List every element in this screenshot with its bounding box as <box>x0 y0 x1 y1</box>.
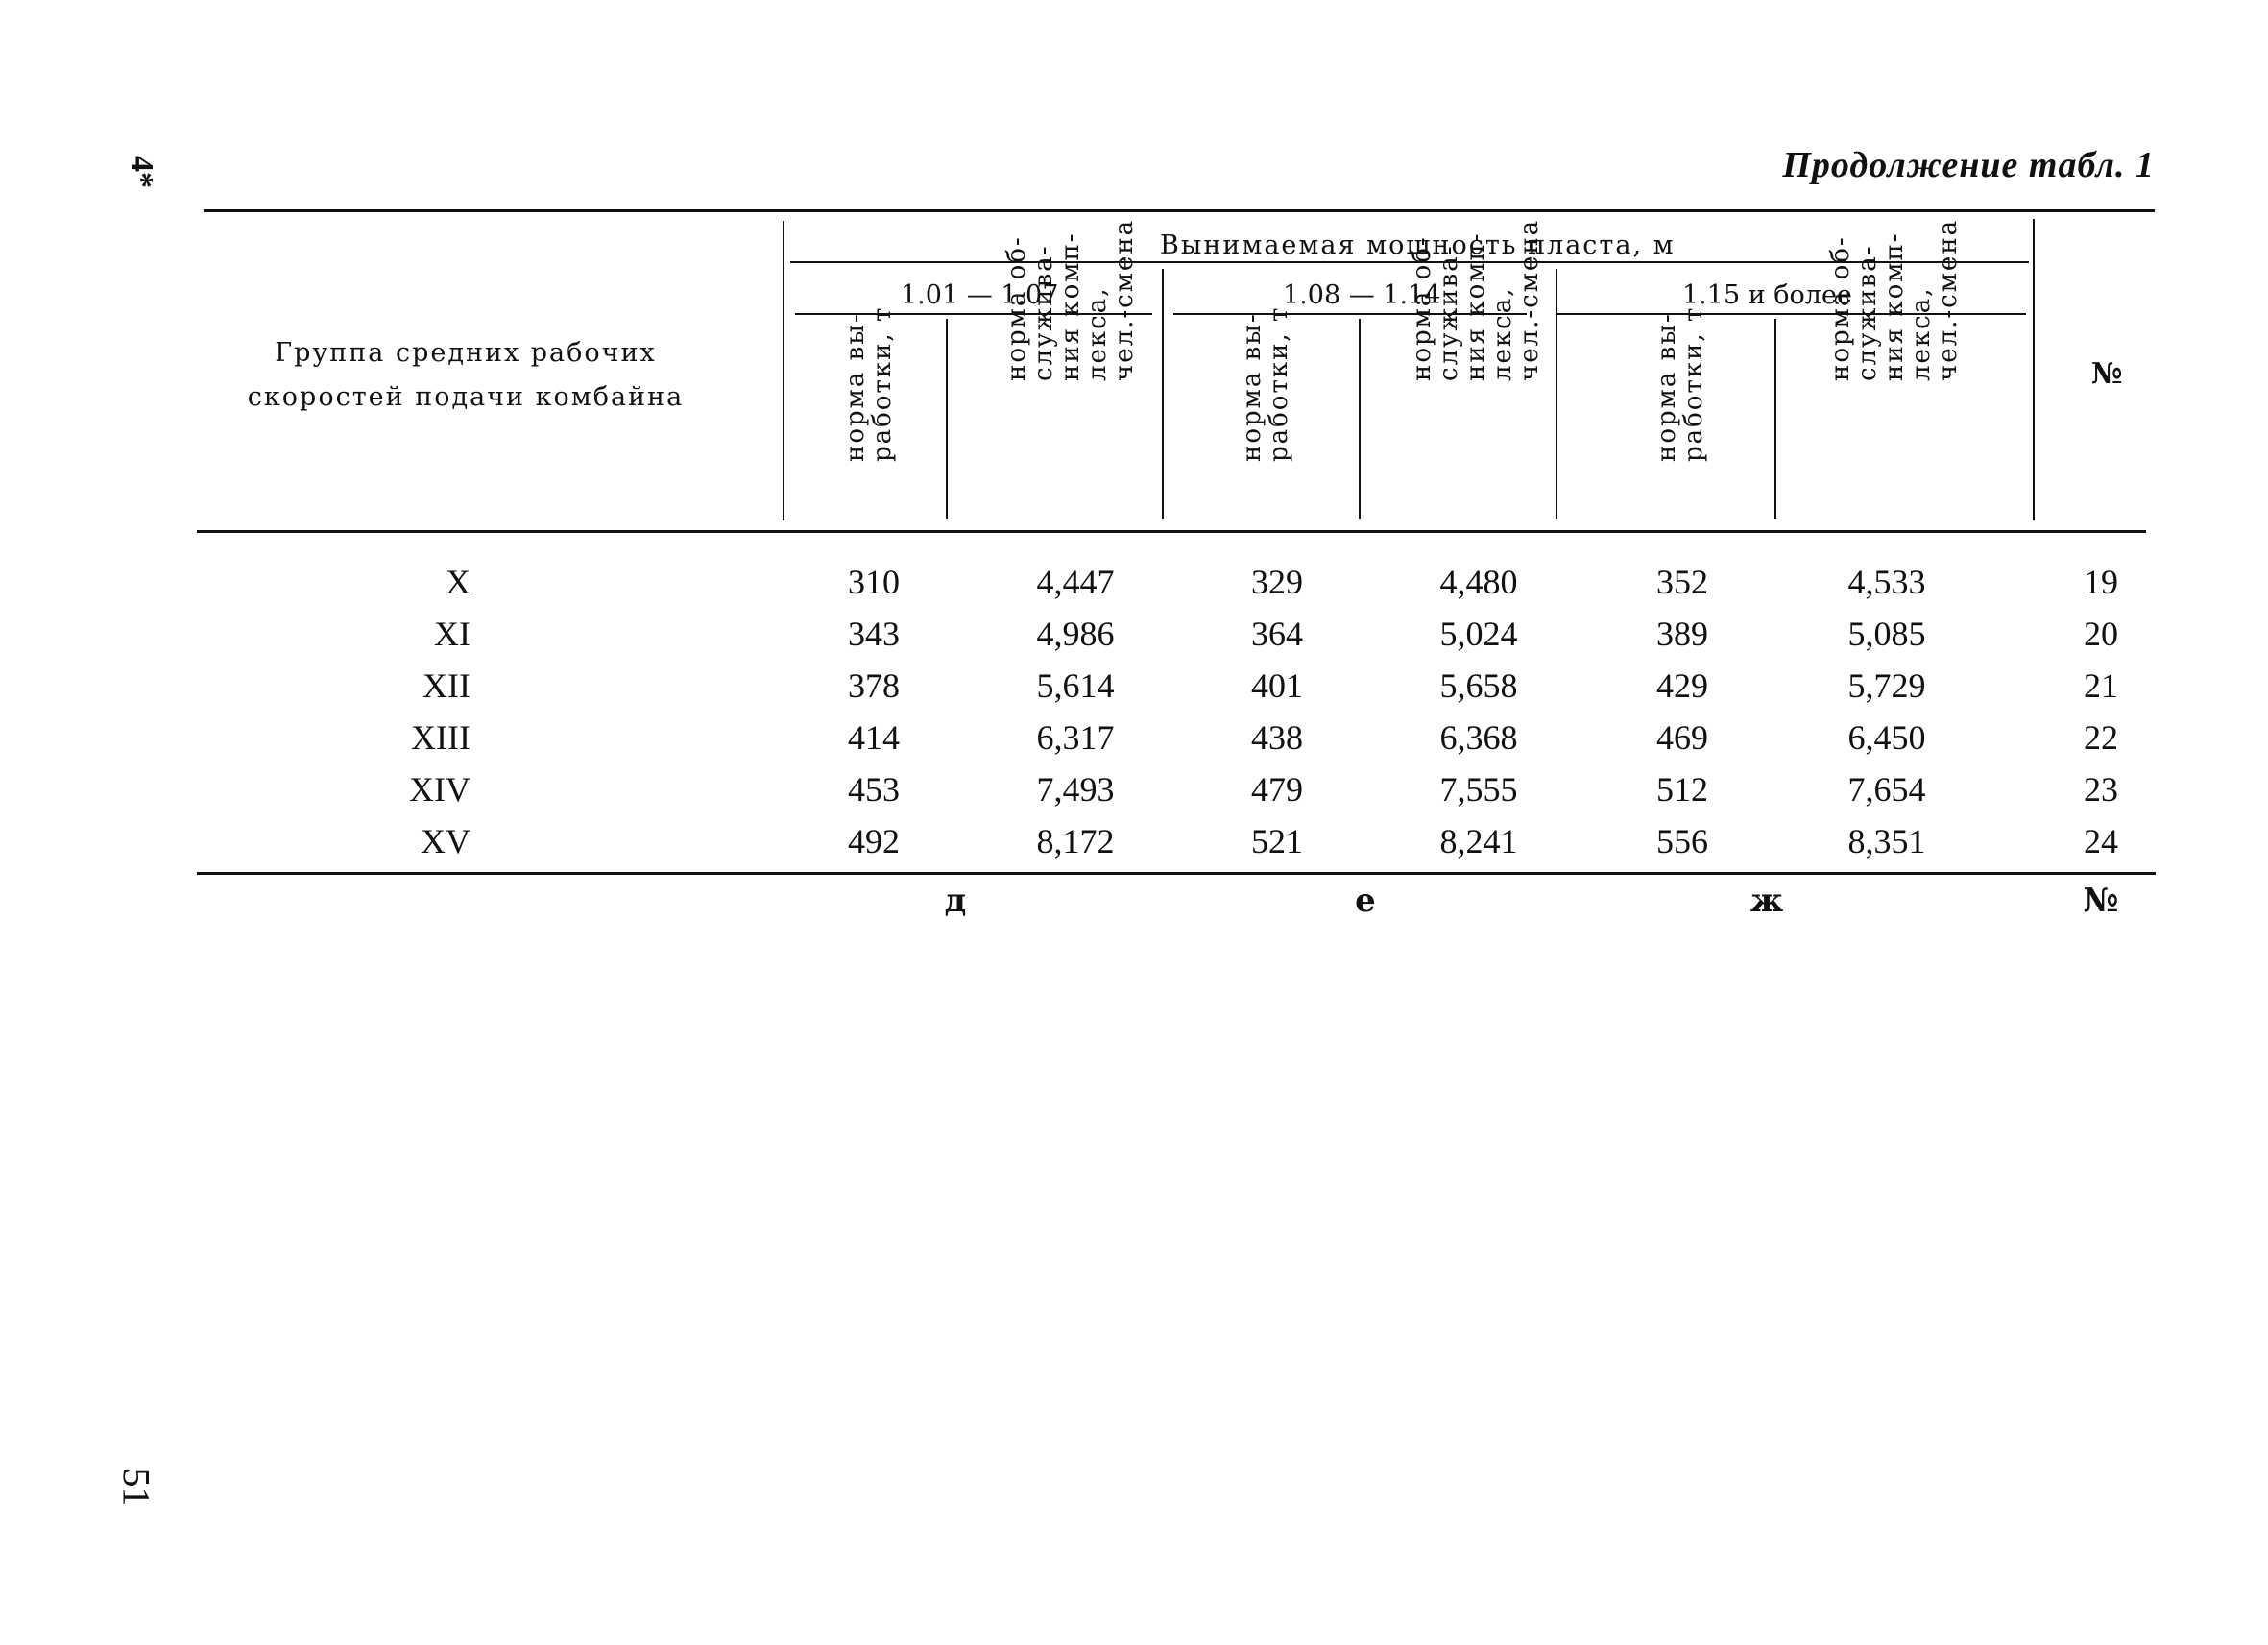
table-cell: 4,480 <box>1439 563 1518 601</box>
table-cell: 389 <box>1656 615 1708 653</box>
table-cell: 4,533 <box>1847 563 1926 601</box>
subheader-service-3: норма об- служива- ния комп- лекса, чел.-смена <box>1826 218 1963 381</box>
col-rule-g2-mid <box>1359 319 1361 519</box>
table-cell: 4,986 <box>1036 615 1115 653</box>
col-rule-g1-mid <box>946 319 948 519</box>
table-cell: 378 <box>848 666 900 705</box>
row-number: 23 <box>2084 770 2118 809</box>
table-cell: 310 <box>848 563 900 601</box>
subheader-output-1: норма вы- работки, т <box>841 305 897 462</box>
row-group-label: XII <box>422 666 470 705</box>
table-cell: 5,085 <box>1847 615 1926 653</box>
col-rule-right <box>2033 219 2035 520</box>
table-bottom-rule <box>197 872 2156 875</box>
subheader-cell-5 <box>1623 305 1738 516</box>
col-rule-g2-g3 <box>1556 269 1557 519</box>
table-cell: 5,658 <box>1439 666 1518 705</box>
footer-label-d: д <box>944 882 967 920</box>
table-cell: 512 <box>1656 770 1708 809</box>
subheader-service-1: норма об- служива- ния комп- лекса, чел.-смена <box>1002 218 1139 381</box>
table-cell: 7,493 <box>1036 770 1115 809</box>
subheader-cell-6 <box>1813 218 1976 516</box>
row-group-label: XIV <box>409 770 470 809</box>
row-number: 20 <box>2084 615 2118 653</box>
row-group-header: Группа средних рабочих скоростей подачи комбайна <box>247 338 685 412</box>
subheader-cell-2 <box>989 218 1152 516</box>
table-cell: 7,555 <box>1439 770 1518 809</box>
col-rule-left <box>783 221 784 520</box>
row-number: 22 <box>2084 718 2118 757</box>
table-cell: 329 <box>1251 563 1303 601</box>
table-cell: 429 <box>1656 666 1708 705</box>
table-caption: Продолжение табл. 1 <box>1782 145 2155 185</box>
footer-label-zh: ж <box>1749 882 1784 920</box>
table-cell: 7,654 <box>1847 770 1926 809</box>
table-cell: 6,368 <box>1439 718 1518 757</box>
table-cell: 8,241 <box>1439 822 1518 860</box>
row-group-label: XV <box>421 822 470 860</box>
table-cell: 438 <box>1251 718 1303 757</box>
subheader-output-3: норма вы- работки, т <box>1653 305 1708 462</box>
subheader-service-2: норма об- служива- ния комп- лекса, чел.-смена <box>1408 218 1544 381</box>
table-cell: 343 <box>848 615 900 653</box>
header-bottom-rule <box>197 530 2146 533</box>
page-mark-top: 4* <box>124 156 159 188</box>
subheader-cell-4 <box>1404 218 1548 516</box>
table-cell: 5,614 <box>1036 666 1115 705</box>
table-cell: 4,447 <box>1036 563 1115 601</box>
footer-label-e: е <box>1355 882 1376 920</box>
subheader-cell-1 <box>811 305 927 516</box>
group-header-1: 1.01 — 1.07 <box>901 280 1059 310</box>
table-cell: 521 <box>1251 822 1303 860</box>
table-cell: 469 <box>1656 718 1708 757</box>
col-rule-g1-g2 <box>1162 269 1164 519</box>
col-rule-g3-mid <box>1774 319 1776 519</box>
row-number: 19 <box>2084 563 2118 601</box>
table-cell: 556 <box>1656 822 1708 860</box>
table-cell: 5,729 <box>1847 666 1926 705</box>
row-group-label: XIII <box>411 718 470 757</box>
table-cell: 8,172 <box>1036 822 1115 860</box>
table-top-rule <box>204 209 2155 212</box>
table-cell: 492 <box>848 822 900 860</box>
row-group-label: X <box>446 563 470 601</box>
table-cell: 352 <box>1656 563 1708 601</box>
table-cell: 6,317 <box>1036 718 1115 757</box>
row-number: 21 <box>2084 666 2118 705</box>
footer-label-no: № <box>2083 882 2119 920</box>
table-cell: 364 <box>1251 615 1303 653</box>
super-header: Вынимаемая мощность пласта, м <box>1160 230 1676 260</box>
table-cell: 5,024 <box>1439 615 1518 653</box>
subheader-output-2: норма вы- работки, т <box>1238 305 1293 462</box>
table-cell: 8,351 <box>1847 822 1926 860</box>
group-header-3: 1.15 и более <box>1682 280 1852 310</box>
number-header: № <box>2091 357 2125 391</box>
group-header-2: 1.08 — 1.14 <box>1283 280 1441 310</box>
row-group-label: XI <box>434 615 470 653</box>
row-number: 24 <box>2084 822 2118 860</box>
table-cell: 6,450 <box>1847 718 1926 757</box>
table-cell: 453 <box>848 770 900 809</box>
table-cell: 401 <box>1251 666 1303 705</box>
subheader-cell-3 <box>1208 305 1323 516</box>
page-number: 51 <box>114 1467 158 1507</box>
table-cell: 414 <box>848 718 900 757</box>
table-cell: 479 <box>1251 770 1303 809</box>
